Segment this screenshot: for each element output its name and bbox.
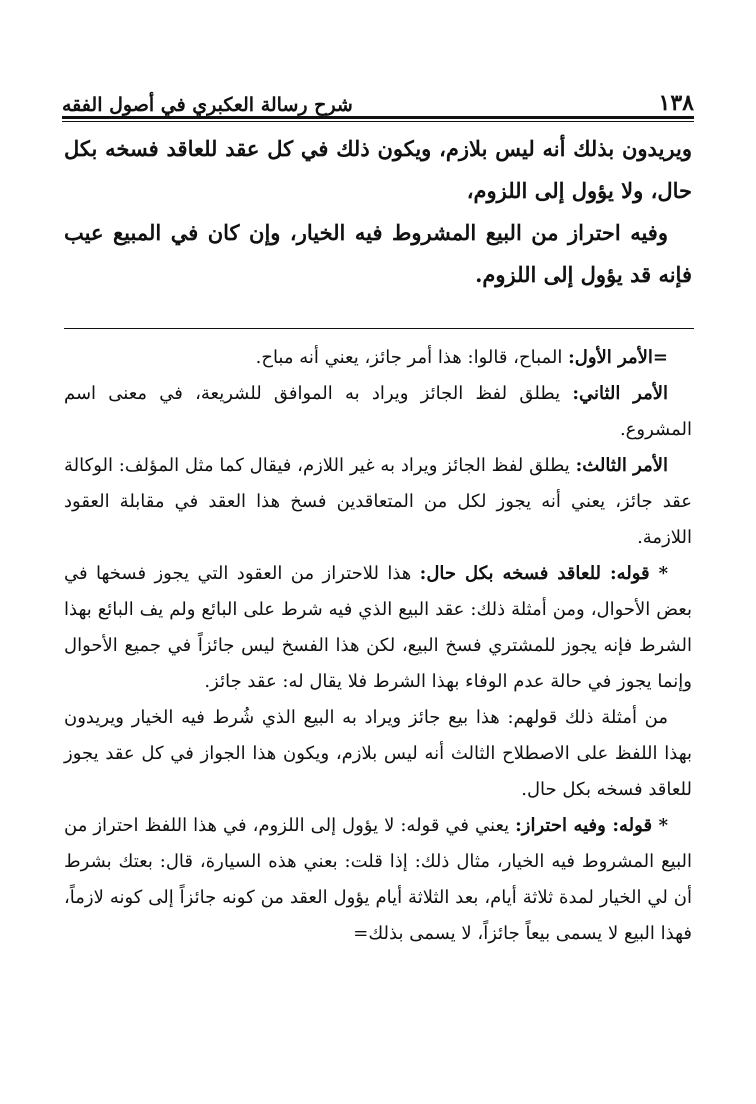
- footnote-2-text: يطلق لفظ الجائز ويراد به الموافق للشريعة، في معنى اسم المشروع.: [64, 383, 692, 440]
- running-title: شرح رسالة العكبري في أصول الفقه: [62, 94, 353, 116]
- page-header: [62, 86, 694, 116]
- footnote-paragraph-6: [64, 808, 692, 952]
- footnote-6-text: يعني في قوله: لا يؤول إلى اللزوم، في هذا اللفظ احتراز من البيع المشروط فيه الخيار، مثال ذلك: إذا قلت: بعني هذه السيارة، قال: بعتك بشرط أن لي الخيار لمدة ثلاثة أيام، بعد الثلاثة أيام يؤول العقد من كونه جائزاً إلى كونه لازماً، فهذا البيع لا يسمى بيعاً جائزاً، لا يسمى بذلك=: [64, 815, 692, 944]
- footnote-paragraph-3: [64, 448, 692, 556]
- header-rule-thick: [62, 116, 694, 119]
- footnote-paragraph-1: [64, 340, 692, 376]
- page-number: ١٣٨: [658, 90, 694, 116]
- footnote-separator: [64, 328, 694, 329]
- header-rule-thin: [62, 121, 694, 122]
- footnote-1-text: المباح، قالوا: هذا أمر جائز، يعني أنه مباح.: [255, 347, 569, 368]
- footnote-6-lead: * قوله: وفيه احتراز:: [515, 815, 668, 836]
- footnote-1-lead: =الأمر الأول:: [568, 347, 668, 368]
- footnote-4-lead: * قوله: للعاقد فسخه بكل حال:: [419, 563, 668, 584]
- footnote-paragraph-2: [64, 376, 692, 448]
- footnote-paragraph-4: [64, 556, 692, 700]
- main-paragraph-1: ويريدون بذلك أنه ليس بلازم، ويكون ذلك في كل عقد للعاقد فسخه بكل حال، ولا يؤول إلى اللزوم،: [64, 136, 692, 203]
- footnote-5-text: من أمثلة ذلك قولهم: هذا بيع جائز ويراد به البيع الذي شُرط فيه الخيار ويريدون بهذا اللفظ على الاصطلاح الثالث أنه ليس بلازم، ويكون هذا الجواز في كل عقد يجوز للعاقد فسخه بكل حال.: [64, 707, 692, 800]
- footnote-2-lead: الأمر الثاني:: [572, 383, 668, 404]
- main-paragraph-2: وفيه احتراز من البيع المشروط فيه الخيار، وإن كان في المبيع عيب فإنه قد يؤول إلى اللزوم.: [64, 220, 692, 287]
- main-text: [64, 128, 692, 296]
- footnote-3-text: يطلق لفظ الجائز ويراد به غير اللازم، فيقال كما مثل المؤلف: الوكالة عقد جائز، يعني أنه يجوز لكل من المتعاقدين فسخ هذا العقد في مقابلة العقود اللازمة.: [64, 455, 692, 548]
- footnote-3-lead: الأمر الثالث:: [575, 455, 668, 476]
- footnote-paragraph-5: [64, 700, 692, 808]
- footnotes: [64, 340, 692, 952]
- footnote-4-text: هذا للاحتراز من العقود التي يجوز فسخها في بعض الأحوال، ومن أمثلة ذلك: عقد البيع الذي فيه شرط على البائع ولم يف البائع بهذا الشرط فإنه يجوز للمشتري فسخ البيع، لكن هذا الفسخ ليس جائزاً في جميع الأحوال وإنما يجوز في حالة عدم الوفاء بهذا الشرط فلا يقال له: عقد جائز.: [64, 563, 692, 692]
